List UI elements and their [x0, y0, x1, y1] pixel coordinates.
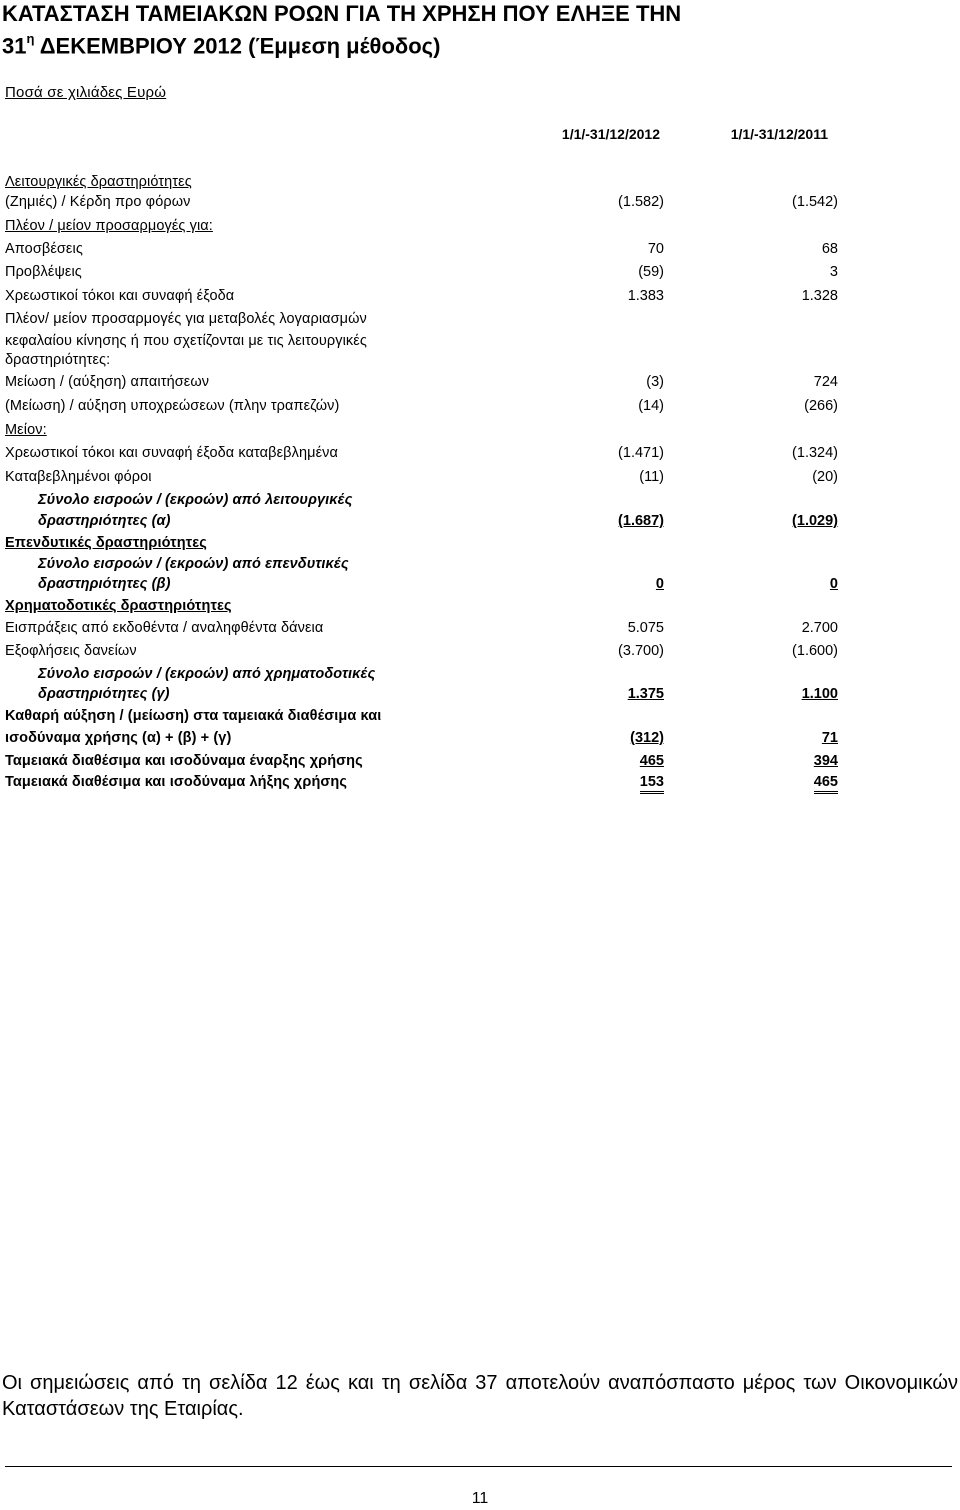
row-label: Αποσβέσεις [5, 241, 83, 257]
value-2012: (59) [638, 264, 664, 280]
value-2011: 724 [813, 374, 838, 390]
table-row [0, 374, 960, 396]
value-2012: (1.471) [618, 445, 664, 461]
table-row [0, 666, 960, 688]
value-2011: 1.328 [801, 288, 838, 304]
column-header-2011: 1/1/-31/12/2011 [730, 126, 828, 142]
table-row [0, 492, 960, 514]
table-row [0, 643, 960, 665]
row-label: (Μείωση) / αύξηση υποχρεώσεων (πλην τραπεζών) [5, 398, 340, 414]
value-2012: 0 [655, 576, 664, 592]
table-row [0, 708, 960, 730]
page-title [2, 0, 942, 59]
value-2011: 1.100 [801, 686, 838, 702]
page-number: 11 [471, 1490, 489, 1507]
row-label: Εξοφλήσεις δανείων [5, 643, 137, 659]
value-2011: 394 [813, 753, 838, 769]
row-label: ισοδύναμα χρήσης (α) + (β) + (γ) [5, 730, 232, 746]
table-row [0, 535, 960, 557]
table-row [0, 288, 960, 310]
row-label: κεφαλαίου κίνησης ή που σχετίζονται με τις λειτουργικές [5, 333, 367, 349]
value-2012: (3) [646, 374, 664, 390]
table-row [0, 686, 960, 708]
value-2012: (312) [630, 730, 664, 746]
table-row [0, 774, 960, 796]
value-2011: 68 [821, 241, 838, 257]
value-2012: 1.375 [627, 686, 664, 702]
row-label: Χρεωστικοί τόκοι και συναφή έξοδα καταβεβλημένα [5, 445, 338, 461]
value-2011: (1.324) [792, 445, 838, 461]
value-2011: (20) [812, 469, 838, 485]
row-label: Σύνολο εισροών / (εκροών) από χρηματοδοτικές [38, 666, 376, 682]
value-2011: (1.600) [792, 643, 838, 659]
table-row [0, 311, 960, 333]
table-row [0, 469, 960, 491]
value-2011: (266) [804, 398, 838, 414]
value-2012-cell [544, 774, 664, 790]
row-label: Εισπράξεις από εκδοθέντα / αναληφθέντα δάνεια [5, 620, 324, 636]
value-2012: (3.700) [618, 643, 664, 659]
value-2012: (1.687) [618, 513, 664, 529]
row-label: δραστηριότητες (α) [38, 513, 171, 529]
row-label: Πλέον / μείον προσαρμογές για: [5, 218, 213, 234]
row-label: Σύνολο εισροών / (εκροών) από επενδυτικές [38, 556, 349, 572]
table-row [0, 194, 960, 216]
row-label: Ταμειακά διαθέσιμα και ισοδύναμα έναρξης χρήσης [5, 753, 363, 769]
table-row [0, 730, 960, 752]
table-row [0, 218, 960, 240]
row-label: Ταμειακά διαθέσιμα και ισοδύναμα λήξης χρήσης [5, 774, 348, 790]
row-label: Σύνολο εισροών / (εκροών) από λειτουργικές [38, 492, 353, 508]
notes-statement: Οι σημειώσεις από τη σελίδα 12 έως και τη σελίδα 37 αποτελούν αναπόσπαστο μέρος των Οικονομικών Καταστάσεων της Εταιρίας. [2, 1372, 958, 1420]
row-label: Επενδυτικές δραστηριότητες [5, 535, 207, 551]
value-2011: 71 [821, 730, 838, 746]
table-row [0, 513, 960, 535]
value-2011: 3 [829, 264, 838, 280]
row-label: δραστηριότητες (β) [38, 576, 171, 592]
title-day: 31 [2, 33, 27, 59]
value-2012: (14) [638, 398, 664, 414]
row-label: Καθαρή αύξηση / (μείωση) στα ταμειακά διαθέσιμα και [5, 708, 382, 724]
amount-unit-label: Ποσά σε χιλιάδες Ευρώ [5, 84, 167, 101]
title-line-1: ΚΑΤΑΣΤΑΣΗ ΤΑΜΕΙΑΚΩΝ ΡΟΩΝ ΓΙΑ ΤΗ ΧΡΗΣΗ ΠΟΥ ΕΛΗΞΕ ΤΗΝ [2, 1, 682, 26]
value-2011: 2.700 [801, 620, 838, 636]
title-ordinal-sup: η [26, 31, 35, 46]
row-label: Μείωση / (αύξηση) απαιτήσεων [5, 374, 210, 390]
value-2012: 70 [647, 241, 664, 257]
value-2011-cell [718, 774, 838, 790]
table-row [0, 753, 960, 775]
row-label: Προβλέψεις [5, 264, 82, 280]
value-2011: (1.542) [792, 194, 838, 210]
value-2012: 1.383 [627, 288, 664, 304]
title-line-2 [2, 27, 942, 59]
row-label: Καταβεβλημένοι φόροι [5, 469, 152, 485]
table-row [0, 620, 960, 642]
row-label: δραστηριότητες: [5, 352, 111, 368]
table-row [0, 241, 960, 263]
value-2012: 153 [640, 774, 664, 794]
table-row [0, 264, 960, 286]
row-label: Πλέον/ μείον προσαρμογές για μεταβολές λογαριασμών [5, 311, 367, 327]
value-2011: (1.029) [792, 513, 838, 529]
value-2011: 465 [814, 774, 838, 794]
value-2011: 0 [829, 576, 838, 592]
table-row [0, 422, 960, 444]
row-label: Μείον: [5, 422, 47, 438]
row-label: Χρηματοδοτικές δραστηριότητες [5, 598, 232, 614]
footer-divider [5, 1466, 952, 1467]
column-header-2012: 1/1/-31/12/2012 [561, 126, 660, 142]
table-row [0, 352, 960, 374]
row-label: Χρεωστικοί τόκοι και συναφή έξοδα [5, 288, 235, 304]
value-2012: (1.582) [618, 194, 664, 210]
table-row [0, 598, 960, 620]
row-label: (Ζημιές) / Κέρδη προ φόρων [5, 194, 191, 210]
row-label: δραστηριότητες (γ) [38, 686, 170, 702]
table-row [0, 174, 960, 196]
title-date-rest: ΔΕΚΕΜΒΡΙΟΥ 2012 (Έμμεση μέθοδος) [34, 33, 441, 59]
row-label: Λειτουργικές δραστηριότητες [5, 174, 192, 190]
value-2012: 465 [639, 753, 664, 769]
value-2012: (11) [639, 469, 664, 485]
table-row [0, 445, 960, 467]
value-2012: 5.075 [627, 620, 664, 636]
table-row [0, 398, 960, 420]
table-row [0, 556, 960, 578]
table-row [0, 576, 960, 598]
